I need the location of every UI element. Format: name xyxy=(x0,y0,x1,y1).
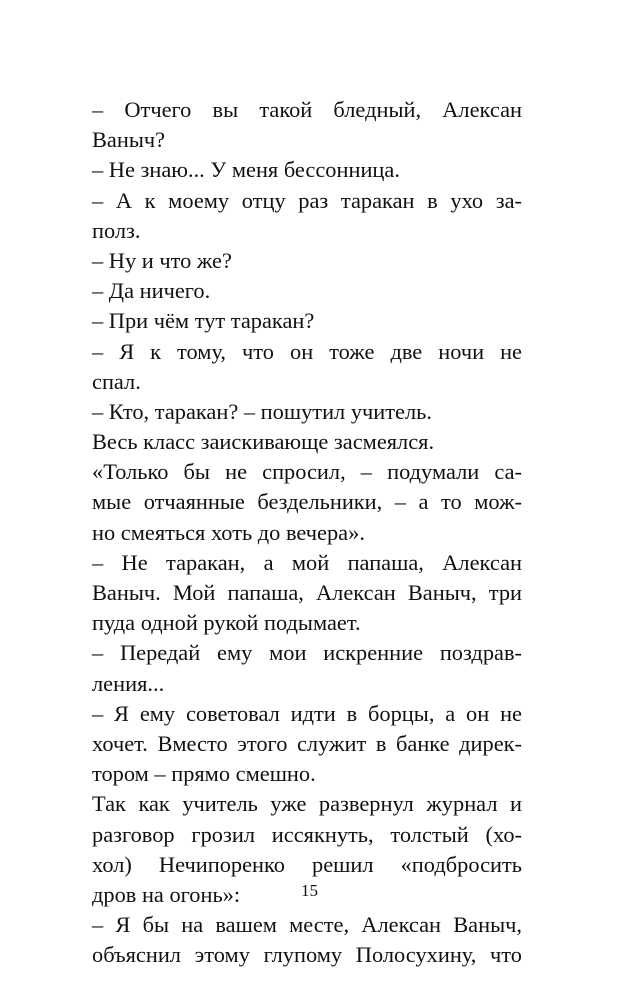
text-line: тором – прямо смешно. xyxy=(92,761,316,787)
text-line: – Кто, таракан? – пошутил учитель. xyxy=(92,398,432,424)
text-line: хочет. Вместо этого служит в банке дирек- xyxy=(92,730,522,756)
text-line: пуда одной рукой подымает. xyxy=(92,610,361,636)
text-line: – Я к тому, что он тоже две ночи не xyxy=(92,338,522,364)
text-line: – А к моему отцу раз таракан в ухо за- xyxy=(92,187,522,213)
page-text xyxy=(92,95,522,970)
text-line: – Ну и что же? xyxy=(92,247,232,273)
page-number: 15 xyxy=(301,881,318,900)
text-line: – Отчего вы такой бледный, Алексан xyxy=(92,97,522,122)
text-line: – Да ничего. xyxy=(92,278,211,304)
text-line: Так как учитель уже развернул журнал и xyxy=(92,791,522,817)
text-line: мые отчаянные бездельники, – а то мож- xyxy=(92,489,522,515)
text-line: – Не знаю... У меня бессонница. xyxy=(92,157,400,183)
text-line: объяснил этому глупому Полосухину, что xyxy=(92,942,522,968)
text-line: Ваныч? xyxy=(92,127,166,153)
text-line: – Я бы на вашем месте, Алексан Ваныч, xyxy=(92,912,522,938)
text-line: – Не таракан, а мой папаша, Алексан xyxy=(92,549,522,575)
text-line: дров на огонь»: xyxy=(92,881,241,907)
text-line: спал. xyxy=(92,368,141,394)
text-line: Весь класс заискивающе засмеялся. xyxy=(92,429,435,455)
text-line: но смеяться хоть до вечера». xyxy=(92,519,365,545)
text-line: Ваныч. Мой папаша, Алексан Ваныч, три xyxy=(92,580,522,605)
text-line: разговор грозил иссякнуть, толстый (хо- xyxy=(92,821,522,847)
text-line: – При чём тут таракан? xyxy=(92,308,315,334)
text-line: – Передай ему мои искренние поздрав- xyxy=(92,640,522,666)
text-line: «Только бы не спросил, – подумали са- xyxy=(92,459,522,485)
text-line: хол) Нечипоренко решил «подбросить xyxy=(92,851,522,877)
text-line: – Я ему советовал идти в борцы, а он не xyxy=(92,700,522,726)
text-line: ления... xyxy=(92,670,165,696)
text-line: полз. xyxy=(92,217,141,243)
